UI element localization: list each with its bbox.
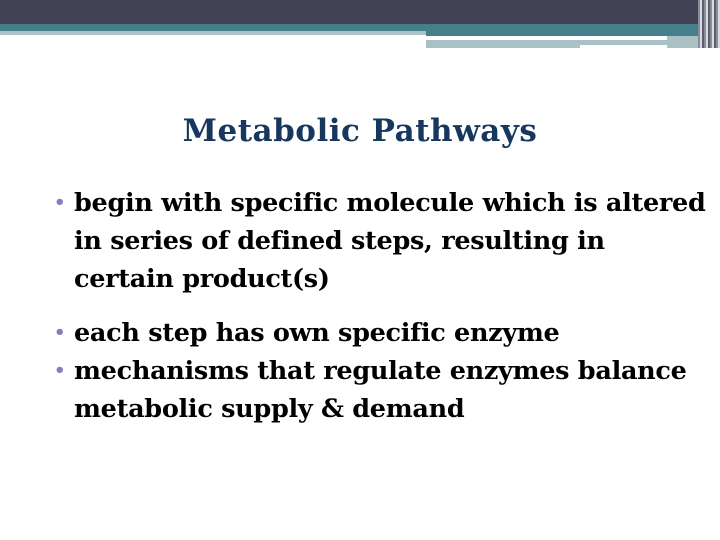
header-dark-band (0, 0, 720, 24)
header-light-band-lower (426, 40, 580, 48)
bullet-item (52, 352, 712, 428)
header-light-band-left (0, 31, 426, 35)
header-light-band-right (667, 36, 700, 48)
header-stripes (698, 0, 720, 48)
bullet-icon: • (54, 192, 66, 213)
slide-title: Metabolic Pathways (182, 113, 538, 149)
header-teal-band (0, 24, 720, 31)
bullet-text: begin with specific molecule which is altered in series of defined steps, resulting in certain product(s) (74, 188, 706, 294)
bullet-item (52, 184, 712, 298)
bullet-text: each step has own specific enzyme (74, 318, 560, 348)
bullet-icon: • (54, 322, 66, 343)
bullet-item (52, 314, 712, 352)
bullet-icon: • (54, 360, 66, 381)
bullet-text: mechanisms that regulate enzymes balance metabolic supply & demand (74, 356, 687, 424)
bullet-list (52, 184, 712, 428)
